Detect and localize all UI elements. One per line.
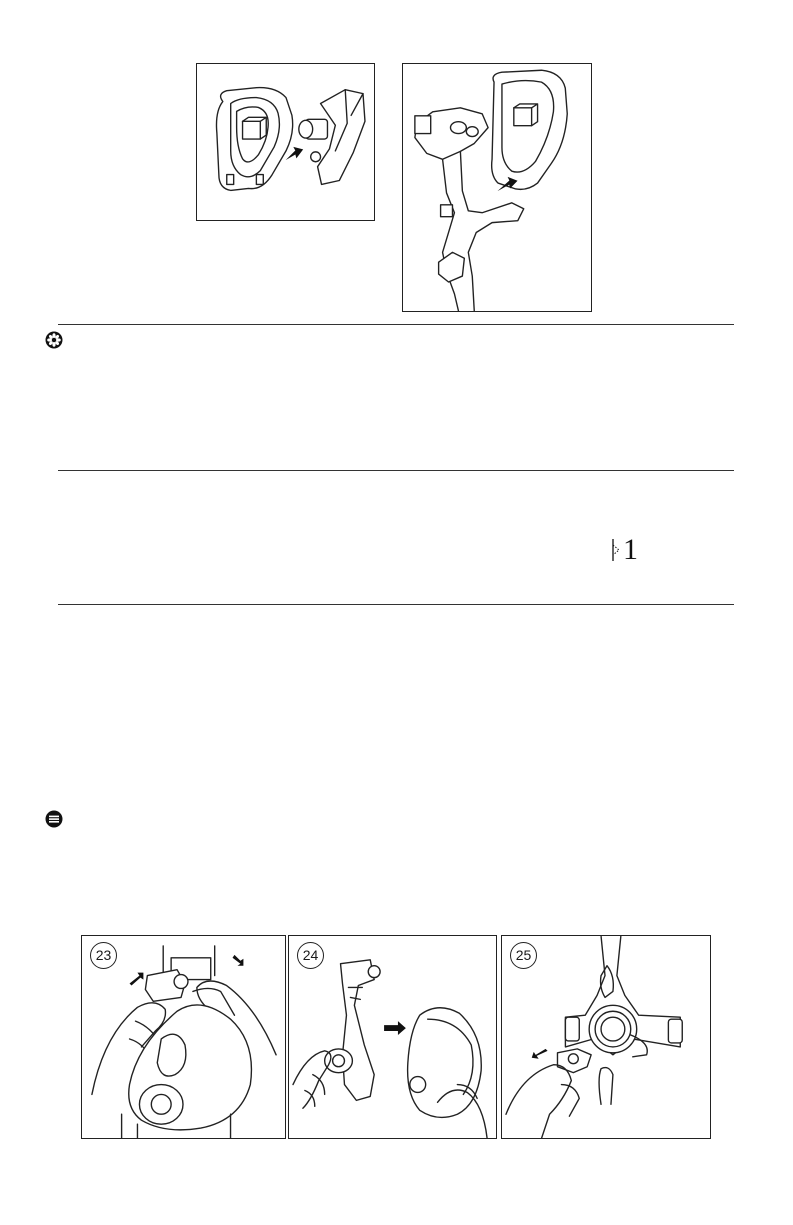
step-24-illustration — [289, 936, 496, 1138]
tip-icon — [45, 331, 63, 349]
note-icon — [45, 810, 63, 828]
figure-headgear-cushion — [402, 63, 592, 312]
divider-bottom — [58, 604, 734, 605]
step-25-figure — [501, 935, 711, 1139]
step-23-illustration — [82, 936, 285, 1138]
step-23-figure — [81, 935, 286, 1139]
cushion-elbow-illustration — [197, 64, 374, 220]
step-number: 23 — [90, 942, 117, 969]
divider-top — [58, 324, 734, 325]
figure-cushion-elbow — [196, 63, 375, 221]
symbol-number: 1 — [623, 533, 638, 566]
step-25-illustration — [502, 936, 710, 1138]
step-number: 25 — [510, 942, 537, 969]
step-24-figure — [288, 935, 497, 1139]
symbol-glyph — [611, 535, 647, 565]
step-number: 24 — [297, 942, 324, 969]
headgear-cushion-illustration — [403, 64, 591, 311]
divider-middle — [58, 470, 734, 471]
